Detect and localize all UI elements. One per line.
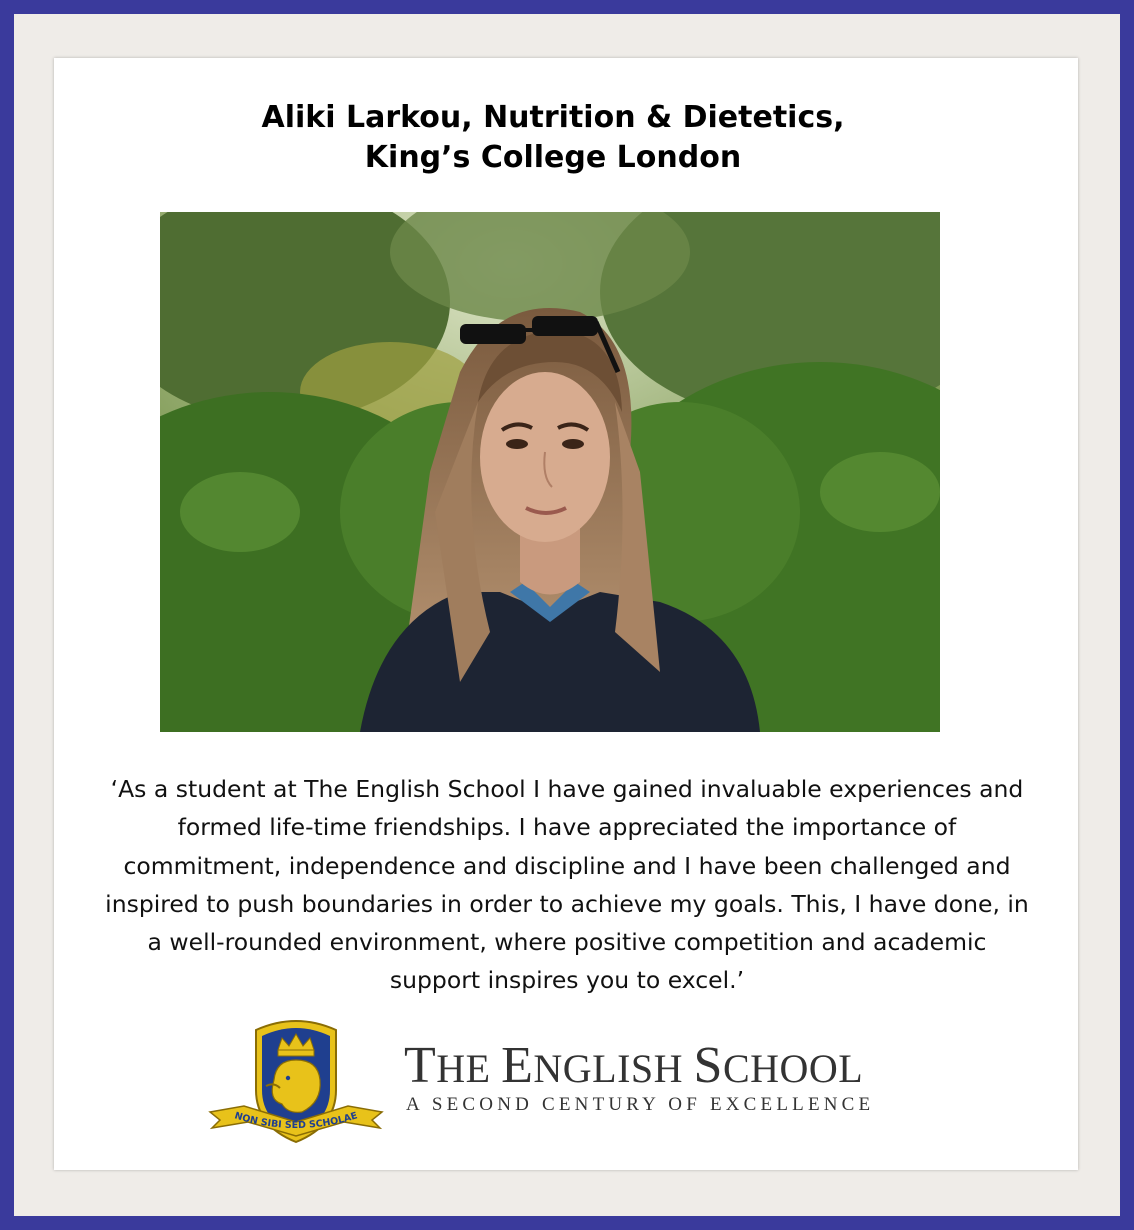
page-title [0,98,1106,178]
name-nglish: NGLISH [533,1046,694,1091]
title-line-2: King’s College London [364,140,742,175]
testimonial-quote: ‘As a student at The English School I have gained invaluable experiences and formed life-time friendships. I have appreciated the importance of commitment, independence and discipline and I have been challenged and inspired to push boundaries in order to achieve my goals. This, I have done, in a well-rounded environment, where positive competition and academic support inspires you to excel.’ [105,775,1029,995]
student-photo [160,212,940,732]
portrait-illustration [160,212,940,732]
school-tagline: A SECOND CENTURY OF EXCELLENCE [406,1094,875,1115]
name-he: HE [436,1046,502,1091]
name-e: E [501,1037,534,1094]
name-t: T [404,1037,437,1094]
school-name [404,1036,863,1095]
name-s: S [693,1037,723,1094]
name-chool: CHOOL [722,1046,864,1091]
school-crest [204,1010,388,1152]
title-line-1: Aliki Larkou, Nutrition & Dietetics, [261,100,845,135]
crest-motto: NON SIBI SED SCHOLAE [233,1110,359,1132]
